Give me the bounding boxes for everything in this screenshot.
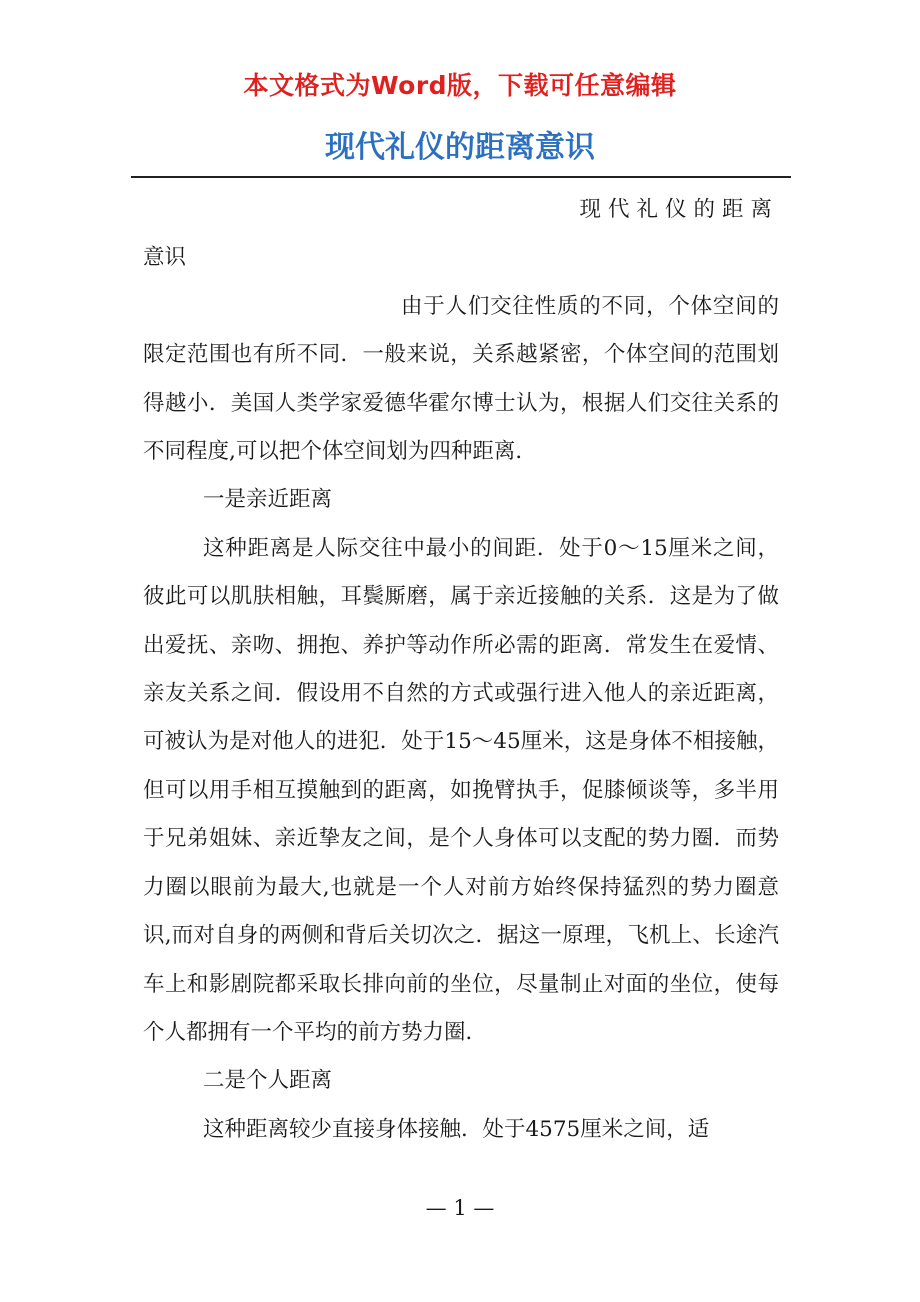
subtitle-line-1: 现代礼仪的距离 xyxy=(579,197,779,222)
format-notice-banner: 本文格式为Word版，下载可任意编辑 xyxy=(243,71,677,100)
section-paragraph-intimate-distance: 这种距离是人际交往中最小的间距．处于0～15厘米之间，彼此可以肌肤相触，耳鬓厮磨，属于亲近接触的关系．这是为了做出爱抚、亲吻、拥抱、养护等动作所必需的距离．常发生在爱情、亲友关系之间．假设用不自然的方式或强行进入他人的亲近距离，可被认为是对他人的进犯．处于15～45厘米，这是身体不相接触，但可以用手相互摸触到的距离，如挽臂执手，促膝倾谈等，多半用于兄弟姐妹、亲近挚友之间，是个人身体可以支配的势力圈．而势力圈以眼前为最大,也就是一个人对前方始终保持猛烈的势力圈意识,而对自身的两侧和背后关切次之．据这一原理，飞机上、长途汽车上和影剧院都采取长排向前的坐位，尽量制止对面的坐位，使每个人都拥有一个平均的前方势力圈． xyxy=(143,535,779,1045)
section-heading-intimate-distance: 一是亲近距离 xyxy=(203,487,333,513)
section-paragraph-personal-distance: 这种距离较少直接身体接触．处于4575厘米之间，适 xyxy=(203,1116,710,1142)
section-heading-personal-distance: 二是个人距离 xyxy=(203,1068,333,1094)
page-number: — 1 — xyxy=(425,1196,495,1220)
document-title: 现代礼仪的距离意识 xyxy=(325,130,595,165)
subtitle-line-2: 意识 xyxy=(143,245,187,271)
document-body xyxy=(143,186,779,1154)
title-divider xyxy=(131,176,791,178)
intro-paragraph: 由于人们交往性质的不同，个体空间的限定范围也有所不同．一般来说，关系越紧密，个体空间的范围划得越小．美国人类学家爱德华霍尔博士认为，根据人们交往关系的不同程度,可以把个体空间划为四种距离． xyxy=(143,293,779,465)
